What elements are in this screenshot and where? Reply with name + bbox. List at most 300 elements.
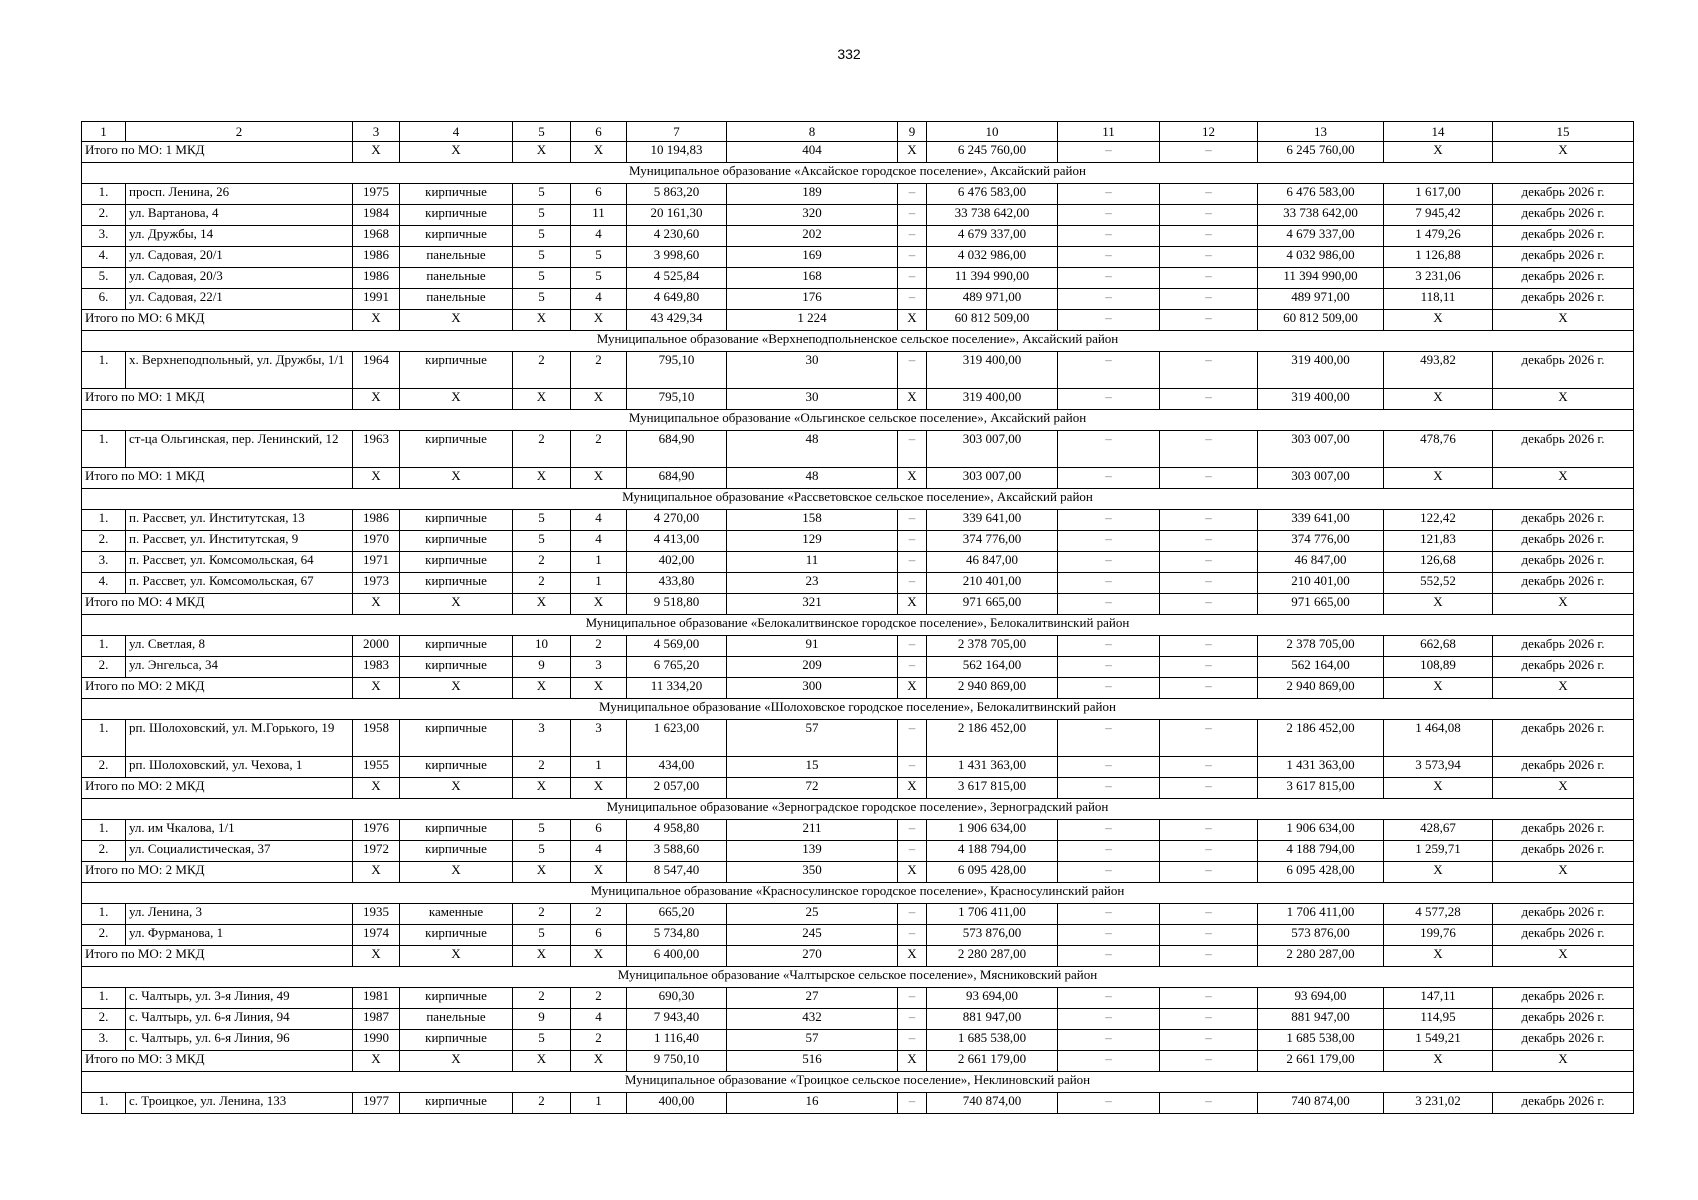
column-number-cell: 15 bbox=[1493, 122, 1634, 142]
table-cell: 493,82 bbox=[1384, 352, 1493, 389]
table-cell: 489 971,00 bbox=[927, 289, 1058, 310]
total-label: Итого по МО: 2 МКД bbox=[82, 862, 353, 883]
table-cell: 3 bbox=[571, 720, 627, 757]
total-cell: 6 245 760,00 bbox=[1258, 142, 1384, 163]
table-cell: 2 bbox=[571, 431, 627, 468]
total-cell: 303 007,00 bbox=[927, 468, 1058, 489]
total-label: Итого по МО: 2 МКД bbox=[82, 778, 353, 799]
table-cell: декабрь 2026 г. bbox=[1493, 352, 1634, 389]
total-row bbox=[82, 310, 1634, 331]
table-cell: 4 032 986,00 bbox=[1258, 247, 1384, 268]
row-number-cell: 3. bbox=[82, 1030, 126, 1051]
table-cell: 2 378 705,00 bbox=[1258, 636, 1384, 657]
table-cell: 5 bbox=[513, 820, 571, 841]
table-cell: – bbox=[1160, 184, 1258, 205]
table-cell: – bbox=[898, 988, 927, 1009]
table-cell: 11 394 990,00 bbox=[1258, 268, 1384, 289]
table-cell: кирпичные bbox=[400, 988, 513, 1009]
address-cell: ул. Светлая, 8 bbox=[126, 636, 353, 657]
column-number-cell: 4 bbox=[400, 122, 513, 142]
table-cell: 1 bbox=[571, 757, 627, 778]
section-title: Муниципальное образование «Зерноградское городское поселение», Зерноградский район bbox=[82, 799, 1634, 820]
table-cell: 1 431 363,00 bbox=[927, 757, 1058, 778]
housing-repair-table bbox=[81, 121, 1634, 1114]
table-cell: 5 bbox=[513, 510, 571, 531]
total-cell: X bbox=[1384, 142, 1493, 163]
table-cell: 3 231,06 bbox=[1384, 268, 1493, 289]
table-cell: кирпичные bbox=[400, 226, 513, 247]
table-cell: – bbox=[898, 552, 927, 573]
section-header-row bbox=[82, 331, 1634, 352]
section-title: Муниципальное образование «Троицкое сельское поселение», Неклиновский район bbox=[82, 1072, 1634, 1093]
total-cell: 319 400,00 bbox=[927, 389, 1058, 410]
table-cell: 1 706 411,00 bbox=[927, 904, 1058, 925]
table-cell: – bbox=[1058, 352, 1160, 389]
row-number-cell: 2. bbox=[82, 531, 126, 552]
total-cell: X bbox=[898, 389, 927, 410]
table-cell: 1 bbox=[571, 1093, 627, 1114]
total-cell: X bbox=[353, 1051, 400, 1072]
total-cell: 516 bbox=[727, 1051, 898, 1072]
table-cell: панельные bbox=[400, 1009, 513, 1030]
total-cell: 795,10 bbox=[627, 389, 727, 410]
total-cell: X bbox=[1493, 142, 1634, 163]
total-cell: 2 661 179,00 bbox=[927, 1051, 1058, 1072]
table-cell: 1 479,26 bbox=[1384, 226, 1493, 247]
table-cell: – bbox=[1058, 552, 1160, 573]
table-cell: 108,89 bbox=[1384, 657, 1493, 678]
total-cell: 60 812 509,00 bbox=[927, 310, 1058, 331]
row-number-cell: 1. bbox=[82, 720, 126, 757]
table-cell: 5 bbox=[571, 247, 627, 268]
table-cell: 4 230,60 bbox=[627, 226, 727, 247]
table-cell: панельные bbox=[400, 268, 513, 289]
table-cell: 9 bbox=[513, 1009, 571, 1030]
table-cell: декабрь 2026 г. bbox=[1493, 1030, 1634, 1051]
table-cell: 169 bbox=[727, 247, 898, 268]
table-cell: 158 bbox=[727, 510, 898, 531]
address-cell: с. Чалтырь, ул. 6-я Линия, 94 bbox=[126, 1009, 353, 1030]
table-cell: 16 bbox=[727, 1093, 898, 1114]
total-label: Итого по МО: 2 МКД bbox=[82, 678, 353, 699]
table-cell: 1986 bbox=[353, 510, 400, 531]
table-cell: – bbox=[898, 636, 927, 657]
table-cell: 1974 bbox=[353, 925, 400, 946]
table-cell: 303 007,00 bbox=[1258, 431, 1384, 468]
table-cell: 665,20 bbox=[627, 904, 727, 925]
total-cell: X bbox=[571, 142, 627, 163]
table-row bbox=[82, 552, 1634, 573]
address-cell: ул. Ленина, 3 bbox=[126, 904, 353, 925]
total-cell: 270 bbox=[727, 946, 898, 967]
total-cell: X bbox=[1384, 862, 1493, 883]
table-cell: 48 bbox=[727, 431, 898, 468]
table-cell: – bbox=[1160, 552, 1258, 573]
total-cell: X bbox=[353, 778, 400, 799]
table-cell: 5 bbox=[513, 268, 571, 289]
table-cell: декабрь 2026 г. bbox=[1493, 820, 1634, 841]
table-cell: 5 734,80 bbox=[627, 925, 727, 946]
table-cell: – bbox=[1160, 1030, 1258, 1051]
total-cell: – bbox=[1160, 142, 1258, 163]
total-cell: X bbox=[1493, 310, 1634, 331]
table-cell: – bbox=[1058, 289, 1160, 310]
total-cell: X bbox=[1493, 594, 1634, 615]
table-cell: 374 776,00 bbox=[1258, 531, 1384, 552]
total-label: Итого по МО: 4 МКД bbox=[82, 594, 353, 615]
table-cell: 139 bbox=[727, 841, 898, 862]
total-cell: X bbox=[571, 778, 627, 799]
total-row bbox=[82, 594, 1634, 615]
table-cell: декабрь 2026 г. bbox=[1493, 552, 1634, 573]
row-number-cell: 6. bbox=[82, 289, 126, 310]
table-row bbox=[82, 904, 1634, 925]
table-cell: – bbox=[1160, 904, 1258, 925]
table-cell: 114,95 bbox=[1384, 1009, 1493, 1030]
table-cell: 11 bbox=[571, 205, 627, 226]
total-cell: – bbox=[1058, 468, 1160, 489]
total-cell: X bbox=[353, 468, 400, 489]
table-cell: кирпичные bbox=[400, 510, 513, 531]
table-row bbox=[82, 720, 1634, 757]
total-cell: 11 334,20 bbox=[627, 678, 727, 699]
table-cell: 1963 bbox=[353, 431, 400, 468]
address-cell: рп. Шолоховский, ул. Чехова, 1 bbox=[126, 757, 353, 778]
total-cell: X bbox=[1493, 678, 1634, 699]
table-cell: – bbox=[898, 352, 927, 389]
table-cell: 1958 bbox=[353, 720, 400, 757]
table-cell: декабрь 2026 г. bbox=[1493, 431, 1634, 468]
table-cell: – bbox=[1058, 820, 1160, 841]
table-cell: 1977 bbox=[353, 1093, 400, 1114]
table-row bbox=[82, 268, 1634, 289]
table-cell: 1973 bbox=[353, 573, 400, 594]
table-cell: декабрь 2026 г. bbox=[1493, 636, 1634, 657]
total-cell: X bbox=[1384, 310, 1493, 331]
table-cell: 339 641,00 bbox=[927, 510, 1058, 531]
table-cell: 562 164,00 bbox=[927, 657, 1058, 678]
section-header-row bbox=[82, 799, 1634, 820]
table-cell: кирпичные bbox=[400, 205, 513, 226]
table-cell: кирпичные bbox=[400, 352, 513, 389]
table-cell: 1 126,88 bbox=[1384, 247, 1493, 268]
address-cell: ул. Энгельса, 34 bbox=[126, 657, 353, 678]
total-label: Итого по МО: 3 МКД bbox=[82, 1051, 353, 1072]
table-row bbox=[82, 1009, 1634, 1030]
total-cell: X bbox=[400, 946, 513, 967]
total-cell: 2 280 287,00 bbox=[927, 946, 1058, 967]
table-cell: кирпичные bbox=[400, 573, 513, 594]
table-cell: 2 186 452,00 bbox=[1258, 720, 1384, 757]
table-cell: 1981 bbox=[353, 988, 400, 1009]
address-cell: ул. Социалистическая, 37 bbox=[126, 841, 353, 862]
table-cell: кирпичные bbox=[400, 431, 513, 468]
table-cell: 478,76 bbox=[1384, 431, 1493, 468]
table-cell: 2 bbox=[513, 1093, 571, 1114]
table-cell: 11 394 990,00 bbox=[927, 268, 1058, 289]
table-cell: – bbox=[1160, 289, 1258, 310]
table-cell: 400,00 bbox=[627, 1093, 727, 1114]
table-cell: 1986 bbox=[353, 268, 400, 289]
section-title: Муниципальное образование «Шолоховское городское поселение», Белокалитвинский район bbox=[82, 699, 1634, 720]
table-cell: – bbox=[1160, 510, 1258, 531]
table-cell: кирпичные bbox=[400, 1093, 513, 1114]
total-cell: – bbox=[1160, 778, 1258, 799]
table-cell: 1 685 538,00 bbox=[927, 1030, 1058, 1051]
table-cell: 91 bbox=[727, 636, 898, 657]
table-cell: 320 bbox=[727, 205, 898, 226]
section-header-row bbox=[82, 489, 1634, 510]
column-number-cell: 7 bbox=[627, 122, 727, 142]
total-cell: X bbox=[571, 468, 627, 489]
address-cell: ул. Фурманова, 1 bbox=[126, 925, 353, 946]
total-cell: X bbox=[898, 142, 927, 163]
table-cell: 1 706 411,00 bbox=[1258, 904, 1384, 925]
table-cell: 3 bbox=[571, 657, 627, 678]
total-cell: X bbox=[513, 678, 571, 699]
table-cell: – bbox=[1058, 1009, 1160, 1030]
table-cell: 432 bbox=[727, 1009, 898, 1030]
table-cell: – bbox=[1058, 904, 1160, 925]
total-cell: 2 280 287,00 bbox=[1258, 946, 1384, 967]
table-row bbox=[82, 226, 1634, 247]
total-row bbox=[82, 389, 1634, 410]
address-cell: рп. Шолоховский, ул. М.Горького, 19 bbox=[126, 720, 353, 757]
table-cell: декабрь 2026 г. bbox=[1493, 757, 1634, 778]
row-number-cell: 1. bbox=[82, 904, 126, 925]
total-cell: X bbox=[571, 862, 627, 883]
row-number-cell: 3. bbox=[82, 226, 126, 247]
table-cell: 1983 bbox=[353, 657, 400, 678]
table-cell: 319 400,00 bbox=[1258, 352, 1384, 389]
table-cell: 1986 bbox=[353, 247, 400, 268]
table-cell: декабрь 2026 г. bbox=[1493, 1009, 1634, 1030]
table-cell: 1955 bbox=[353, 757, 400, 778]
table-cell: – bbox=[898, 226, 927, 247]
table-cell: кирпичные bbox=[400, 552, 513, 573]
table-cell: 6 765,20 bbox=[627, 657, 727, 678]
row-number-cell: 1. bbox=[82, 820, 126, 841]
total-cell: 2 057,00 bbox=[627, 778, 727, 799]
total-cell: 350 bbox=[727, 862, 898, 883]
table-cell: 428,67 bbox=[1384, 820, 1493, 841]
total-cell: X bbox=[898, 468, 927, 489]
section-title: Муниципальное образование «Аксайское городское поселение», Аксайский район bbox=[82, 163, 1634, 184]
address-cell: п. Рассвет, ул. Комсомольская, 67 bbox=[126, 573, 353, 594]
table-cell: 690,30 bbox=[627, 988, 727, 1009]
table-cell: 3 231,02 bbox=[1384, 1093, 1493, 1114]
total-cell: 971 665,00 bbox=[927, 594, 1058, 615]
row-number-cell: 5. bbox=[82, 268, 126, 289]
total-cell: 48 bbox=[727, 468, 898, 489]
total-cell: X bbox=[400, 468, 513, 489]
total-cell: X bbox=[400, 142, 513, 163]
total-cell: – bbox=[1058, 594, 1160, 615]
table-cell: – bbox=[898, 531, 927, 552]
column-number-cell: 6 bbox=[571, 122, 627, 142]
table-cell: – bbox=[1160, 573, 1258, 594]
table-cell: 211 bbox=[727, 820, 898, 841]
table-cell: 6 bbox=[571, 820, 627, 841]
total-cell: 684,90 bbox=[627, 468, 727, 489]
table-cell: – bbox=[1058, 1093, 1160, 1114]
table-cell: 662,68 bbox=[1384, 636, 1493, 657]
total-cell: X bbox=[513, 310, 571, 331]
row-number-cell: 1. bbox=[82, 988, 126, 1009]
column-number-row bbox=[82, 122, 1634, 142]
total-row bbox=[82, 678, 1634, 699]
table-cell: 5 bbox=[513, 925, 571, 946]
table-cell: декабрь 2026 г. bbox=[1493, 289, 1634, 310]
total-cell: 2 940 869,00 bbox=[927, 678, 1058, 699]
table-cell: 319 400,00 bbox=[927, 352, 1058, 389]
total-cell: X bbox=[353, 862, 400, 883]
total-cell: X bbox=[898, 862, 927, 883]
row-number-cell: 1. bbox=[82, 184, 126, 205]
section-header-row bbox=[82, 883, 1634, 904]
table-cell: 202 bbox=[727, 226, 898, 247]
table-row bbox=[82, 925, 1634, 946]
table-cell: – bbox=[1058, 573, 1160, 594]
table-cell: 1976 bbox=[353, 820, 400, 841]
total-row bbox=[82, 468, 1634, 489]
total-cell: – bbox=[1058, 1051, 1160, 1072]
table-cell: кирпичные bbox=[400, 925, 513, 946]
table-cell: 4 bbox=[571, 841, 627, 862]
column-number-cell: 14 bbox=[1384, 122, 1493, 142]
section-header-row bbox=[82, 163, 1634, 184]
total-cell: X bbox=[513, 468, 571, 489]
table-cell: – bbox=[1058, 431, 1160, 468]
table-cell: 2 186 452,00 bbox=[927, 720, 1058, 757]
table-cell: декабрь 2026 г. bbox=[1493, 841, 1634, 862]
section-title: Муниципальное образование «Красносулинское городское поселение», Красносулинский район bbox=[82, 883, 1634, 904]
section-title: Муниципальное образование «Верхнеподпольненское сельское поселение», Аксайский район bbox=[82, 331, 1634, 352]
total-label: Итого по МО: 6 МКД bbox=[82, 310, 353, 331]
total-cell: 303 007,00 bbox=[1258, 468, 1384, 489]
table-cell: – bbox=[1058, 184, 1160, 205]
total-cell: 319 400,00 bbox=[1258, 389, 1384, 410]
total-cell: 1 224 bbox=[727, 310, 898, 331]
table-cell: 402,00 bbox=[627, 552, 727, 573]
total-cell: – bbox=[1160, 946, 1258, 967]
total-cell: 300 bbox=[727, 678, 898, 699]
table-cell: 33 738 642,00 bbox=[927, 205, 1058, 226]
total-cell: – bbox=[1058, 778, 1160, 799]
total-row bbox=[82, 778, 1634, 799]
table-cell: 7 943,40 bbox=[627, 1009, 727, 1030]
column-number-cell: 3 bbox=[353, 122, 400, 142]
column-number-cell: 12 bbox=[1160, 122, 1258, 142]
table-cell: 5 bbox=[513, 531, 571, 552]
table-cell: 1 906 634,00 bbox=[927, 820, 1058, 841]
table-cell: 881 947,00 bbox=[1258, 1009, 1384, 1030]
table-cell: кирпичные bbox=[400, 636, 513, 657]
table-cell: – bbox=[1160, 841, 1258, 862]
total-cell: X bbox=[571, 678, 627, 699]
total-cell: 9 750,10 bbox=[627, 1051, 727, 1072]
table-cell: – bbox=[898, 573, 927, 594]
table-row bbox=[82, 657, 1634, 678]
table-cell: 4 649,80 bbox=[627, 289, 727, 310]
table-row bbox=[82, 247, 1634, 268]
table-cell: 1990 bbox=[353, 1030, 400, 1051]
table-cell: 2 bbox=[513, 552, 571, 573]
table-cell: 4 188 794,00 bbox=[1258, 841, 1384, 862]
total-cell: 6 400,00 bbox=[627, 946, 727, 967]
row-number-cell: 1. bbox=[82, 510, 126, 531]
total-cell: X bbox=[400, 678, 513, 699]
table-cell: панельные bbox=[400, 289, 513, 310]
table-cell: панельные bbox=[400, 247, 513, 268]
total-cell: 72 bbox=[727, 778, 898, 799]
total-cell: 321 bbox=[727, 594, 898, 615]
total-cell: 43 429,34 bbox=[627, 310, 727, 331]
table-cell: 57 bbox=[727, 720, 898, 757]
table-cell: 1 906 634,00 bbox=[1258, 820, 1384, 841]
total-cell: X bbox=[1384, 1051, 1493, 1072]
table-cell: – bbox=[1160, 1093, 1258, 1114]
table-cell: – bbox=[1160, 205, 1258, 226]
table-row bbox=[82, 988, 1634, 1009]
table-cell: 4 bbox=[571, 1009, 627, 1030]
table-cell: 2 bbox=[513, 431, 571, 468]
total-cell: – bbox=[1058, 389, 1160, 410]
table-cell: – bbox=[1058, 268, 1160, 289]
address-cell: ул. Садовая, 22/1 bbox=[126, 289, 353, 310]
section-header-row bbox=[82, 410, 1634, 431]
table-cell: 2000 bbox=[353, 636, 400, 657]
table-cell: декабрь 2026 г. bbox=[1493, 925, 1634, 946]
table-cell: – bbox=[1058, 205, 1160, 226]
table-cell: кирпичные bbox=[400, 184, 513, 205]
table-cell: 1991 bbox=[353, 289, 400, 310]
total-cell: X bbox=[1384, 778, 1493, 799]
table-cell: – bbox=[898, 1009, 927, 1030]
row-number-cell: 4. bbox=[82, 573, 126, 594]
address-cell: с. Троицкое, ул. Ленина, 133 bbox=[126, 1093, 353, 1114]
table-cell: – bbox=[898, 510, 927, 531]
table-cell: кирпичные bbox=[400, 531, 513, 552]
table-cell: кирпичные bbox=[400, 820, 513, 841]
table-cell: 25 bbox=[727, 904, 898, 925]
row-number-cell: 2. bbox=[82, 841, 126, 862]
table-cell: декабрь 2026 г. bbox=[1493, 988, 1634, 1009]
total-cell: X bbox=[898, 778, 927, 799]
table-cell: – bbox=[898, 757, 927, 778]
table-cell: 374 776,00 bbox=[927, 531, 1058, 552]
table-cell: 339 641,00 bbox=[1258, 510, 1384, 531]
table-cell: 3 588,60 bbox=[627, 841, 727, 862]
table-cell: 2 378 705,00 bbox=[927, 636, 1058, 657]
address-cell: с. Чалтырь, ул. 6-я Линия, 96 bbox=[126, 1030, 353, 1051]
total-cell: – bbox=[1160, 310, 1258, 331]
row-number-cell: 3. bbox=[82, 552, 126, 573]
table-cell: 4 bbox=[571, 289, 627, 310]
section-header-row bbox=[82, 1072, 1634, 1093]
total-cell: 3 617 815,00 bbox=[1258, 778, 1384, 799]
table-cell: 210 401,00 bbox=[1258, 573, 1384, 594]
table-cell: 93 694,00 bbox=[927, 988, 1058, 1009]
table-cell: 4 bbox=[571, 531, 627, 552]
row-number-cell: 2. bbox=[82, 657, 126, 678]
table-cell: – bbox=[1160, 268, 1258, 289]
section-title: Муниципальное образование «Ольгинское сельское поселение», Аксайский район bbox=[82, 410, 1634, 431]
table-cell: 5 bbox=[513, 841, 571, 862]
table-cell: – bbox=[1058, 247, 1160, 268]
table-cell: декабрь 2026 г. bbox=[1493, 904, 1634, 925]
total-cell: – bbox=[1058, 862, 1160, 883]
